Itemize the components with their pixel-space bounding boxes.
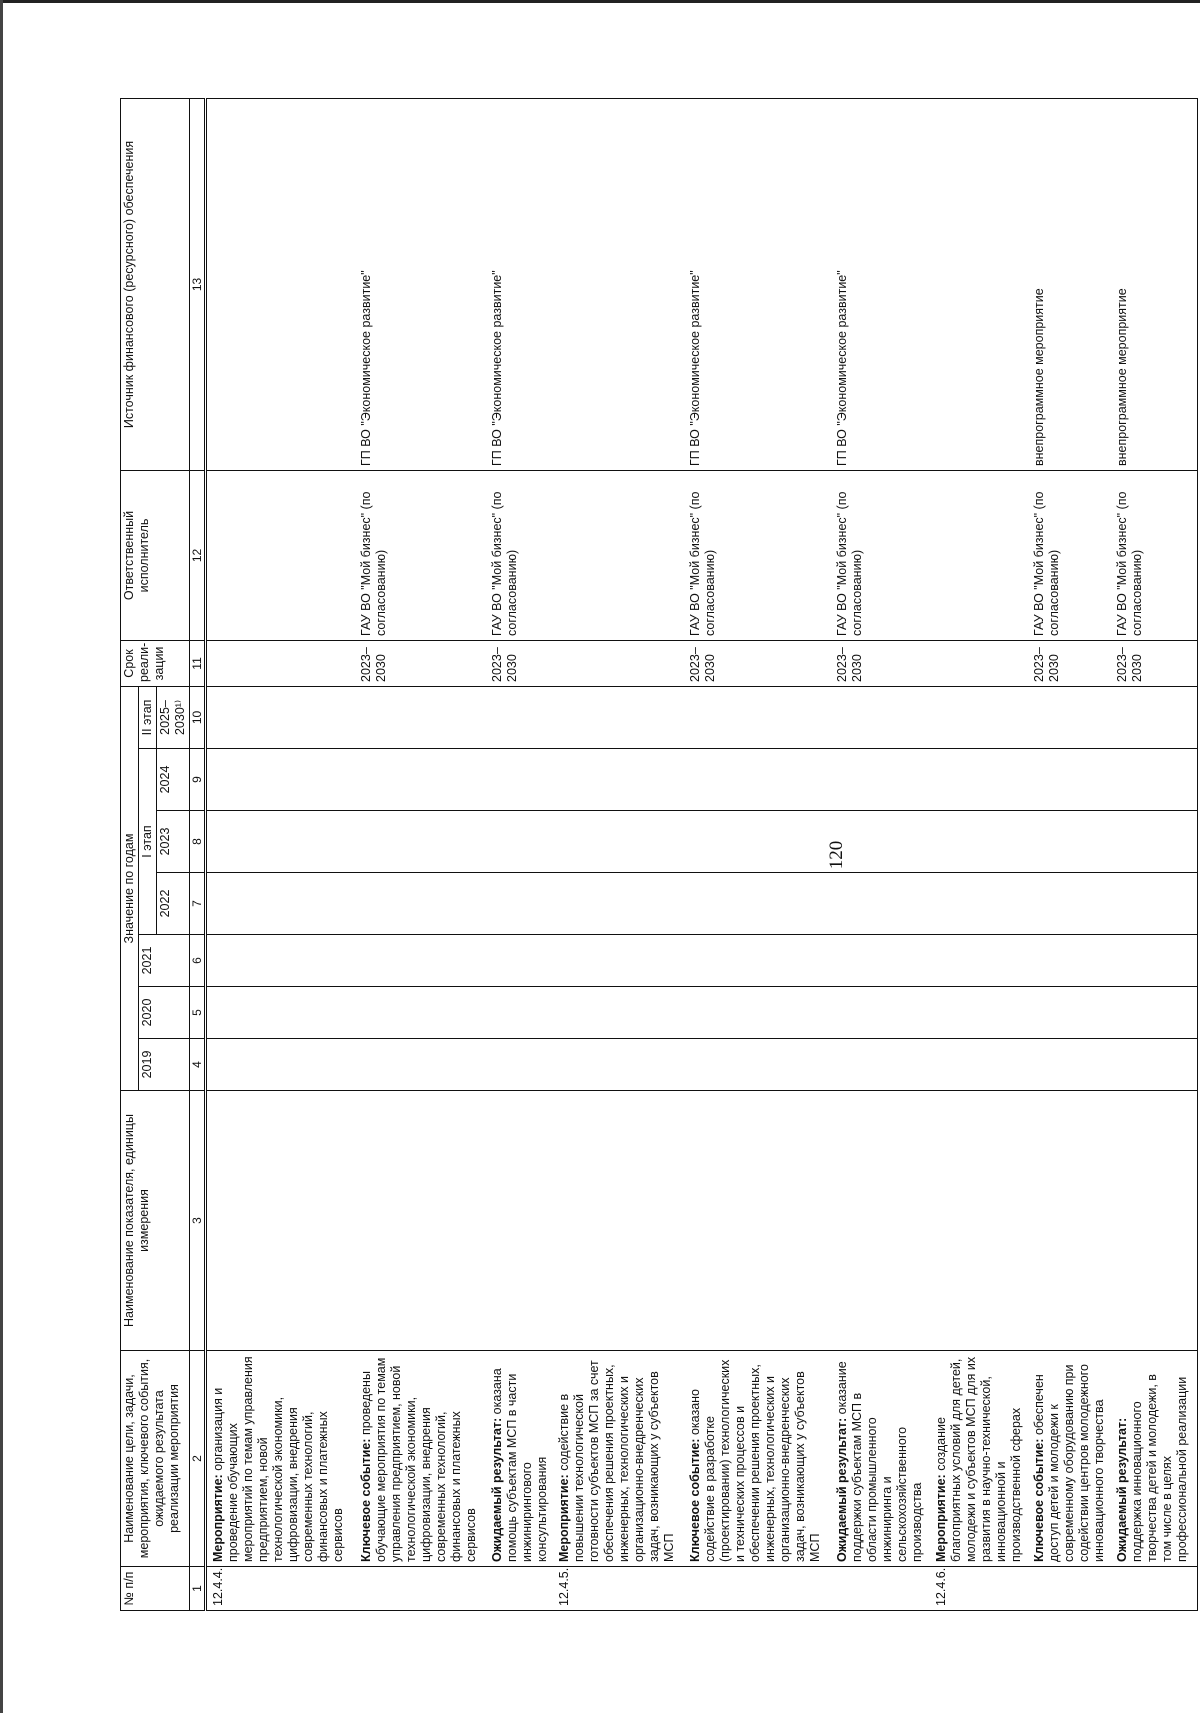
indicator-cell: [358, 1091, 489, 1351]
row-description: [358, 1351, 489, 1567]
row-text: поддержка инновационного творчества детей и молодежи, в том числе в целях профессиональной реализации: [1130, 1374, 1190, 1562]
value-cell: [556, 686, 687, 748]
col-source-header: Источник финансового (ресурсного) обеспечения: [121, 98, 190, 470]
value-cell: [687, 935, 834, 987]
value-cell: [489, 749, 556, 811]
table-row: [489, 98, 556, 1610]
indicator-cell: [933, 1091, 1032, 1351]
value-cell: [687, 749, 834, 811]
value-cell: [687, 873, 834, 935]
column-number: 12: [190, 470, 206, 640]
row-description: [687, 1351, 834, 1567]
stage-2-header: II этап: [139, 686, 157, 748]
term-cell: 2023–2030: [834, 640, 933, 686]
row-text: оказание поддержки субъектам МСП в области промышленного инжиниринга и сельскохозяйственного производства: [834, 1361, 924, 1562]
col-executor-header: Ответственный исполнитель: [121, 470, 190, 640]
col-term-header: Срок реали-зации: [121, 640, 190, 686]
table-row: [687, 98, 834, 1610]
value-cell: [556, 873, 687, 935]
executor-cell: [933, 470, 1032, 640]
value-cell: [1031, 935, 1114, 987]
source-cell: [933, 98, 1032, 470]
term-cell: 2023–2030: [1114, 640, 1197, 686]
executor-cell: ГАУ ВО "Мой бизнес" (по согласованию): [1114, 470, 1197, 640]
value-cell: [556, 811, 687, 873]
column-number: 10: [190, 686, 206, 748]
col-no-header: № п/п: [121, 1567, 190, 1611]
row-text: содействие в повышении технологической готовности субъектов МСП за счет обеспечения решения проектных, инженерных, технологических и организационно-внедренческих задач, возникающих у субъектов МСП: [556, 1360, 676, 1562]
row-number: 12.4.6.: [933, 1567, 1032, 1611]
row-kind-label: Мероприятие:: [211, 1474, 226, 1562]
col-name-header: Наименование цели, задачи, мероприятия, ключевого события, ожидаемого результата реализации мероприятия: [121, 1351, 190, 1567]
source-cell: [556, 98, 687, 470]
value-cell: [556, 987, 687, 1039]
value-cell: [1114, 749, 1197, 811]
value-cell: [933, 686, 1032, 748]
row-text: оказана помощь субъектам МСП в части инжинирингового консультирования: [489, 1368, 549, 1562]
term-cell: [933, 640, 1032, 686]
plan-table: [120, 98, 1198, 1611]
value-cell: [556, 749, 687, 811]
row-text: организация и проведение обучающих мероприятий по темам управления предприятием, новой технологической экономики, цифровизации, внедрения современных технологий, финансовых и платежных сервисов: [211, 1356, 346, 1562]
row-description: [933, 1351, 1032, 1567]
column-number: 2: [190, 1351, 206, 1567]
value-cell: [933, 935, 1032, 987]
value-cell: [1114, 686, 1197, 748]
value-cell: [206, 686, 358, 748]
value-cell: [358, 1039, 489, 1091]
year-2020-header: 2020: [139, 987, 190, 1039]
row-number: [834, 1567, 933, 1611]
value-cell: [489, 811, 556, 873]
column-number: 9: [190, 749, 206, 811]
row-number: [358, 1567, 489, 1611]
value-cell: [206, 749, 358, 811]
value-cell: [358, 873, 489, 935]
row-kind-label: Ожидаемый результат:: [489, 1417, 504, 1562]
row-text: обеспечен доступ детей и молодежи к современному оборудованию при содействии центров молодежного инновационного творчества: [1032, 1364, 1107, 1562]
value-cell: [933, 1039, 1032, 1091]
executor-cell: ГАУ ВО "Мой бизнес" (по согласованию): [834, 470, 933, 640]
value-cell: [556, 1039, 687, 1091]
column-number: 3: [190, 1091, 206, 1351]
row-number: 12.4.5.: [556, 1567, 687, 1611]
value-cell: [358, 686, 489, 748]
column-number: 1: [190, 1567, 206, 1611]
year-2021-header: 2021: [139, 935, 190, 987]
term-cell: [206, 640, 358, 686]
row-description: [556, 1351, 687, 1567]
value-cell: [1114, 1039, 1197, 1091]
column-number: 5: [190, 987, 206, 1039]
col-indicator-header: Наименование показателя, единицы измерения: [121, 1091, 190, 1351]
row-kind-label: Ключевое событие:: [1032, 1438, 1047, 1562]
stage-1-header: I этап: [139, 749, 157, 935]
source-cell: [206, 98, 358, 470]
source-cell: ГП ВО "Экономическое развитие": [358, 98, 489, 470]
column-number: 11: [190, 640, 206, 686]
table-body: [206, 98, 1198, 1610]
row-kind-label: Ключевое событие:: [687, 1438, 702, 1562]
table-row: [358, 98, 489, 1610]
table-row: [1031, 98, 1114, 1610]
value-cell: [1114, 935, 1197, 987]
table-row: [206, 98, 358, 1610]
value-cell: [358, 935, 489, 987]
indicator-cell: [1031, 1091, 1114, 1351]
column-number: 7: [190, 873, 206, 935]
source-cell: внепрограммное мероприятие: [1114, 98, 1197, 470]
row-kind-label: Ключевое событие:: [358, 1438, 373, 1562]
row-description: [834, 1351, 933, 1567]
value-cell: [834, 749, 933, 811]
source-cell: внепрограммное мероприятие: [1031, 98, 1114, 470]
stage-2-years-header: 2025–2030¹⁾: [157, 686, 190, 748]
value-cell: [1031, 749, 1114, 811]
value-cell: [358, 987, 489, 1039]
value-cell: [1031, 1039, 1114, 1091]
indicator-cell: [206, 1091, 358, 1351]
value-cell: [206, 987, 358, 1039]
value-cell: [933, 749, 1032, 811]
row-number: [687, 1567, 834, 1611]
executor-cell: [206, 470, 358, 640]
value-cell: [834, 811, 933, 873]
column-number: 6: [190, 935, 206, 987]
source-cell: ГП ВО "Экономическое развитие": [687, 98, 834, 470]
value-cell: [206, 873, 358, 935]
value-cell: [933, 873, 1032, 935]
table-row: [1114, 98, 1197, 1610]
value-cell: [206, 935, 358, 987]
column-number: 13: [190, 98, 206, 470]
value-cell: [1114, 987, 1197, 1039]
row-text: оказано содействие в разработке (проектировании) технологических и технических процессов и обеспечении решения проектных, инженерных, технологических и организационно-внедренческих задач, возникающих у субъектов МСП: [687, 1359, 822, 1562]
value-cell: [489, 686, 556, 748]
value-cell: [358, 811, 489, 873]
value-cell: [358, 749, 489, 811]
value-cell: [933, 811, 1032, 873]
indicator-cell: [556, 1091, 687, 1351]
value-cell: [834, 987, 933, 1039]
value-cell: [933, 987, 1032, 1039]
indicator-cell: [489, 1091, 556, 1351]
value-cell: [1031, 987, 1114, 1039]
value-cell: [687, 811, 834, 873]
value-cell: [1114, 811, 1197, 873]
indicator-cell: [834, 1091, 933, 1351]
header-row-1: [121, 98, 139, 1610]
value-cell: [687, 987, 834, 1039]
source-cell: ГП ВО "Экономическое развитие": [834, 98, 933, 470]
value-cell: [1031, 811, 1114, 873]
term-cell: 2023–2030: [1031, 640, 1114, 686]
value-cell: [489, 1039, 556, 1091]
row-description: [1114, 1351, 1197, 1567]
term-cell: 2023–2030: [489, 640, 556, 686]
value-cell: [489, 987, 556, 1039]
column-number-row: [190, 98, 206, 1610]
row-description: [1031, 1351, 1114, 1567]
indicator-cell: [687, 1091, 834, 1351]
indicator-cell: [1114, 1091, 1197, 1351]
year-2024-header: 2024: [157, 749, 190, 811]
row-kind-label: Мероприятие:: [556, 1474, 571, 1562]
row-number: 12.4.4.: [206, 1567, 358, 1611]
table-row: [834, 98, 933, 1610]
row-description: [489, 1351, 556, 1567]
value-cell: [834, 1039, 933, 1091]
value-cell: [489, 935, 556, 987]
column-number: 4: [190, 1039, 206, 1091]
row-text: создание благоприятных условий для детей, молодежи и субъектов МСП для их развития в научно-технической, инновационной и производственной сферах: [933, 1356, 1023, 1562]
col-values-header: Значение по годам: [121, 686, 139, 1090]
executor-cell: ГАУ ВО "Мой бизнес" (по согласованию): [1031, 470, 1114, 640]
executor-cell: ГАУ ВО "Мой бизнес" (по согласованию): [687, 470, 834, 640]
year-2023-header: 2023: [157, 811, 190, 873]
row-description: [206, 1351, 358, 1567]
value-cell: [834, 873, 933, 935]
table-row: [556, 98, 687, 1610]
term-cell: 2023–2030: [358, 640, 489, 686]
row-text: проведены обучающие мероприятия по темам управления предприятием, новой технологической экономики, цифровизации, внедрения современных технологий, финансовых и платежных сервисов: [358, 1357, 478, 1562]
source-cell: ГП ВО "Экономическое развитие": [489, 98, 556, 470]
year-2019-header: 2019: [139, 1039, 190, 1091]
executor-cell: ГАУ ВО "Мой бизнес" (по согласованию): [358, 470, 489, 640]
row-number: [1114, 1567, 1197, 1611]
term-cell: 2023–2030: [687, 640, 834, 686]
value-cell: [1114, 873, 1197, 935]
row-kind-label: Ожидаемый результат:: [834, 1417, 849, 1562]
row-kind-label: Ожидаемый результат:: [1115, 1417, 1130, 1562]
row-number: [1031, 1567, 1114, 1611]
value-cell: [1031, 686, 1114, 748]
row-kind-label: Мероприятие:: [933, 1474, 948, 1562]
value-cell: [1031, 873, 1114, 935]
table-row: [933, 98, 1032, 1610]
row-number: [489, 1567, 556, 1611]
page-number: 120: [826, 840, 847, 870]
value-cell: [834, 935, 933, 987]
value-cell: [206, 811, 358, 873]
year-2022-header: 2022: [157, 873, 190, 935]
term-cell: [556, 640, 687, 686]
value-cell: [687, 1039, 834, 1091]
value-cell: [489, 873, 556, 935]
value-cell: [206, 1039, 358, 1091]
executor-cell: [556, 470, 687, 640]
value-cell: [687, 686, 834, 748]
value-cell: [556, 935, 687, 987]
value-cell: [834, 686, 933, 748]
executor-cell: ГАУ ВО "Мой бизнес" (по согласованию): [489, 470, 556, 640]
column-number: 8: [190, 811, 206, 873]
